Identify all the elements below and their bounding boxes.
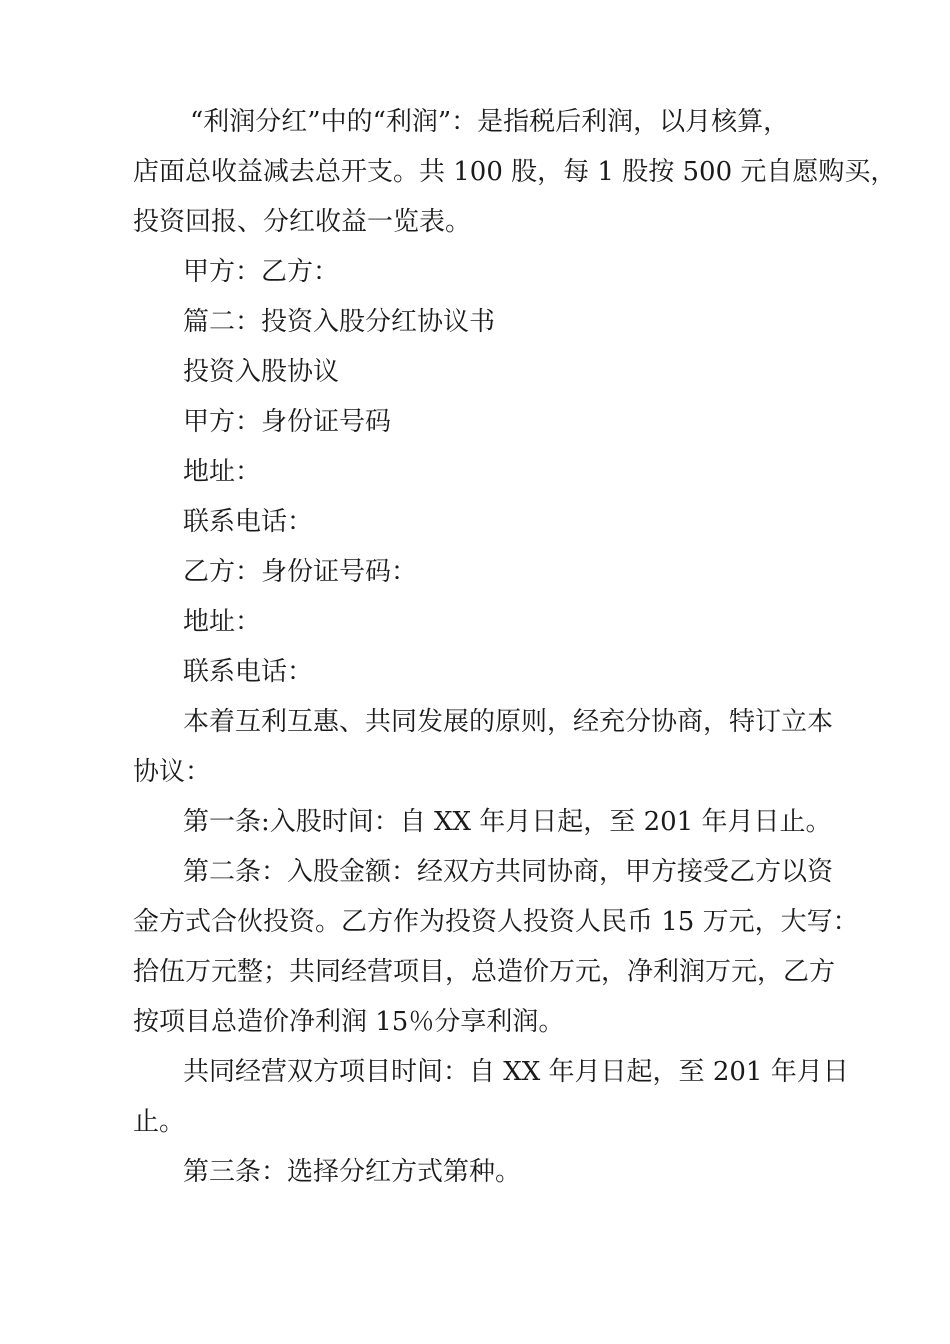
clause-line: 第二条：入股金额：经双方共同协商，甲方接受乙方以资 [183, 857, 834, 887]
text-line: 金方式合伙投资。乙方作为投资人投资人民币 15 万元，大写： [133, 907, 859, 937]
text-line: 联系电话： [183, 657, 314, 687]
section-heading: 篇二：投资入股分红协议书 [183, 307, 496, 337]
text-line: 止。 [133, 1107, 186, 1137]
text-line: “利润分红”中的“利润”：是指税后利润，以月核算， [190, 107, 790, 137]
text-line: 共同经营双方项目时间：自 XX 年月日起，至 201 年月日 [183, 1057, 849, 1087]
text-line: 拾伍万元整；共同经营项目，总造价万元，净利润万元，乙方 [133, 957, 836, 987]
text-line: 本着互利互惠、共同发展的原则，经充分协商，特订立本 [183, 707, 834, 737]
agreement-title: 投资入股协议 [183, 357, 340, 387]
text-line: 地址： [183, 607, 262, 637]
text-line: 协议： [133, 757, 212, 787]
text-line: 按项目总造价净利润 15％分享利润。 [133, 1007, 565, 1037]
text-line: 甲方：身份证号码 [183, 407, 392, 437]
clause-line: 第一条:入股时间：自 XX 年月日起，至 201 年月日止。 [183, 807, 832, 837]
clause-line: 第三条：选择分红方式第种。 [183, 1157, 522, 1187]
text-line: 地址： [183, 457, 262, 487]
text-line: 店面总收益减去总开支。共 100 股，每 1 股按 500 元自愿购买， [133, 157, 897, 187]
text-line: 乙方：身份证号码： [183, 557, 418, 587]
text-line: 投资回报、分红收益一览表。 [133, 207, 472, 237]
text-line: 甲方：乙方： [183, 257, 340, 287]
text-line: 联系电话： [183, 507, 314, 537]
